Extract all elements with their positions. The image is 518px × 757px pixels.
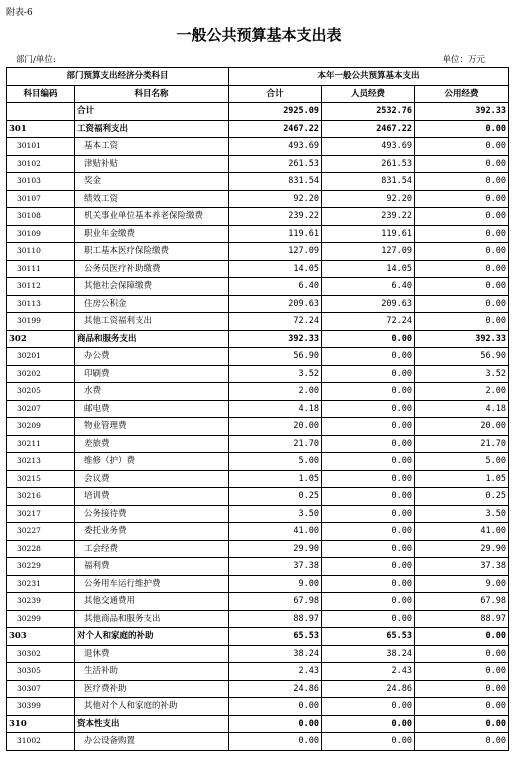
unit-label: 单位：万元 bbox=[442, 55, 485, 65]
row-code: 30216 bbox=[7, 488, 75, 506]
table-row bbox=[7, 715, 509, 733]
table-row bbox=[7, 488, 509, 506]
row-total: 92.20 bbox=[229, 190, 322, 208]
table-row bbox=[7, 138, 509, 156]
table-row bbox=[7, 593, 509, 611]
row-total: 1.05 bbox=[229, 470, 322, 488]
row-public: 0.00 bbox=[415, 138, 509, 156]
row-public: 0.00 bbox=[415, 260, 509, 278]
row-name: 奖金 bbox=[75, 173, 229, 191]
row-public: 20.00 bbox=[415, 418, 509, 436]
row-personnel: 14.05 bbox=[322, 260, 415, 278]
row-total: 4.18 bbox=[229, 400, 322, 418]
row-public: 392.33 bbox=[415, 103, 509, 121]
row-personnel: 239.22 bbox=[322, 208, 415, 226]
row-public: 9.00 bbox=[415, 575, 509, 593]
row-personnel: 0.00 bbox=[322, 418, 415, 436]
row-name: 印刷费 bbox=[75, 365, 229, 383]
row-public: 0.00 bbox=[415, 173, 509, 191]
row-personnel: 65.53 bbox=[322, 628, 415, 646]
row-name: 退休费 bbox=[75, 645, 229, 663]
row-personnel: 0.00 bbox=[322, 505, 415, 523]
table-row bbox=[7, 278, 509, 296]
row-name: 福利费 bbox=[75, 558, 229, 576]
row-public: 0.00 bbox=[415, 120, 509, 138]
row-name: 办公费 bbox=[75, 348, 229, 366]
table-row bbox=[7, 120, 509, 138]
row-personnel: 0.00 bbox=[322, 715, 415, 733]
column-header-code: 科目编码 bbox=[7, 85, 75, 103]
row-personnel: 0.00 bbox=[322, 610, 415, 628]
row-code: 30229 bbox=[7, 558, 75, 576]
row-name: 培训费 bbox=[75, 488, 229, 506]
row-name: 会议费 bbox=[75, 470, 229, 488]
row-public: 67.98 bbox=[415, 593, 509, 611]
row-total: 6.40 bbox=[229, 278, 322, 296]
row-total: 24.86 bbox=[229, 680, 322, 698]
row-name: 差旅费 bbox=[75, 435, 229, 453]
row-personnel: 92.20 bbox=[322, 190, 415, 208]
budget-table bbox=[6, 67, 509, 751]
row-total: 14.05 bbox=[229, 260, 322, 278]
row-code: 30209 bbox=[7, 418, 75, 436]
row-name: 住房公积金 bbox=[75, 295, 229, 313]
row-name: 其他对个人和家庭的补助 bbox=[75, 698, 229, 716]
table-row bbox=[7, 435, 509, 453]
row-total: 88.97 bbox=[229, 610, 322, 628]
row-personnel: 0.00 bbox=[322, 400, 415, 418]
row-code: 30207 bbox=[7, 400, 75, 418]
row-total: 20.00 bbox=[229, 418, 322, 436]
table-row bbox=[7, 663, 509, 681]
row-personnel: 119.61 bbox=[322, 225, 415, 243]
row-public: 0.25 bbox=[415, 488, 509, 506]
table-row bbox=[7, 313, 509, 331]
row-personnel: 24.86 bbox=[322, 680, 415, 698]
row-public: 3.52 bbox=[415, 365, 509, 383]
row-code: 30399 bbox=[7, 698, 75, 716]
row-personnel: 0.00 bbox=[322, 330, 415, 348]
table-row bbox=[7, 348, 509, 366]
row-public: 37.38 bbox=[415, 558, 509, 576]
row-name: 物业管理费 bbox=[75, 418, 229, 436]
row-name: 商品和服务支出 bbox=[75, 330, 229, 348]
row-public: 0.00 bbox=[415, 155, 509, 173]
row-code: 30201 bbox=[7, 348, 75, 366]
row-public: 0.00 bbox=[415, 313, 509, 331]
row-public: 0.00 bbox=[415, 715, 509, 733]
row-name: 公务用车运行维护费 bbox=[75, 575, 229, 593]
row-code: 30215 bbox=[7, 470, 75, 488]
row-public: 1.05 bbox=[415, 470, 509, 488]
group-header-expenditure: 本年一般公共预算基本支出 bbox=[229, 68, 509, 86]
row-total: 2.43 bbox=[229, 663, 322, 681]
table-row bbox=[7, 610, 509, 628]
row-public: 56.90 bbox=[415, 348, 509, 366]
row-personnel: 0.00 bbox=[322, 383, 415, 401]
row-personnel: 261.53 bbox=[322, 155, 415, 173]
row-public: 0.00 bbox=[415, 225, 509, 243]
row-total: 0.00 bbox=[229, 715, 322, 733]
row-personnel: 0.00 bbox=[322, 348, 415, 366]
row-total: 2.00 bbox=[229, 383, 322, 401]
row-code: 30111 bbox=[7, 260, 75, 278]
appendix-label: 附表-6 bbox=[6, 8, 33, 18]
table-row bbox=[7, 540, 509, 558]
row-name: 其他交通费用 bbox=[75, 593, 229, 611]
row-name: 基本工资 bbox=[75, 138, 229, 156]
row-personnel: 6.40 bbox=[322, 278, 415, 296]
table-row bbox=[7, 418, 509, 436]
row-personnel: 0.00 bbox=[322, 365, 415, 383]
row-total: 56.90 bbox=[229, 348, 322, 366]
row-personnel: 72.24 bbox=[322, 313, 415, 331]
column-header-personnel: 人员经费 bbox=[322, 85, 415, 103]
row-name: 委托业务费 bbox=[75, 523, 229, 541]
table-row bbox=[7, 260, 509, 278]
row-code: 30213 bbox=[7, 453, 75, 471]
row-public: 0.00 bbox=[415, 243, 509, 261]
row-public: 0.00 bbox=[415, 645, 509, 663]
row-personnel: 2.43 bbox=[322, 663, 415, 681]
row-total: 72.24 bbox=[229, 313, 322, 331]
row-public: 3.50 bbox=[415, 505, 509, 523]
row-total: 493.69 bbox=[229, 138, 322, 156]
row-total: 5.00 bbox=[229, 453, 322, 471]
row-personnel: 0.00 bbox=[322, 593, 415, 611]
page-title: 一般公共预算基本支出表 bbox=[176, 26, 342, 44]
row-public: 88.97 bbox=[415, 610, 509, 628]
table-row bbox=[7, 155, 509, 173]
row-personnel: 2467.22 bbox=[322, 120, 415, 138]
row-personnel: 0.00 bbox=[322, 733, 415, 751]
row-code: 30205 bbox=[7, 383, 75, 401]
row-name: 维修（护）费 bbox=[75, 453, 229, 471]
table-row bbox=[7, 383, 509, 401]
row-public: 0.00 bbox=[415, 208, 509, 226]
row-code: 30228 bbox=[7, 540, 75, 558]
row-public: 29.90 bbox=[415, 540, 509, 558]
row-public: 0.00 bbox=[415, 278, 509, 296]
row-total: 37.38 bbox=[229, 558, 322, 576]
row-total: 0.00 bbox=[229, 698, 322, 716]
row-name: 绩效工资 bbox=[75, 190, 229, 208]
row-code: 30211 bbox=[7, 435, 75, 453]
table-row bbox=[7, 575, 509, 593]
row-personnel: 0.00 bbox=[322, 540, 415, 558]
row-code: 30239 bbox=[7, 593, 75, 611]
row-personnel: 127.09 bbox=[322, 243, 415, 261]
table-row bbox=[7, 645, 509, 663]
row-personnel: 493.69 bbox=[322, 138, 415, 156]
row-personnel: 0.00 bbox=[322, 698, 415, 716]
row-code: 30199 bbox=[7, 313, 75, 331]
row-public: 0.00 bbox=[415, 698, 509, 716]
row-public: 4.18 bbox=[415, 400, 509, 418]
row-name: 其他社会保障缴费 bbox=[75, 278, 229, 296]
table-row bbox=[7, 698, 509, 716]
row-code: 30101 bbox=[7, 138, 75, 156]
row-total: 239.22 bbox=[229, 208, 322, 226]
row-personnel: 0.00 bbox=[322, 488, 415, 506]
row-total: 2467.22 bbox=[229, 120, 322, 138]
row-total: 392.33 bbox=[229, 330, 322, 348]
row-public: 0.00 bbox=[415, 733, 509, 751]
table-row bbox=[7, 225, 509, 243]
row-personnel: 0.00 bbox=[322, 453, 415, 471]
row-total: 0.00 bbox=[229, 733, 322, 751]
row-public: 5.00 bbox=[415, 453, 509, 471]
column-header-public: 公用经费 bbox=[415, 85, 509, 103]
row-total: 65.53 bbox=[229, 628, 322, 646]
column-header-total: 合计 bbox=[229, 85, 322, 103]
row-personnel: 0.00 bbox=[322, 558, 415, 576]
table-row bbox=[7, 523, 509, 541]
table-body bbox=[7, 103, 509, 751]
row-name: 职业年金缴费 bbox=[75, 225, 229, 243]
row-code: 31002 bbox=[7, 733, 75, 751]
row-code: 30305 bbox=[7, 663, 75, 681]
table-row bbox=[7, 190, 509, 208]
row-public: 0.00 bbox=[415, 628, 509, 646]
row-name: 水费 bbox=[75, 383, 229, 401]
group-header-classification: 部门预算支出经济分类科目 bbox=[7, 68, 229, 86]
row-code: 30112 bbox=[7, 278, 75, 296]
row-total: 67.98 bbox=[229, 593, 322, 611]
row-name: 其他商品和服务支出 bbox=[75, 610, 229, 628]
row-total: 127.09 bbox=[229, 243, 322, 261]
row-personnel: 0.00 bbox=[322, 575, 415, 593]
row-name: 工会经费 bbox=[75, 540, 229, 558]
row-code: 30103 bbox=[7, 173, 75, 191]
row-public: 2.00 bbox=[415, 383, 509, 401]
row-total: 2925.09 bbox=[229, 103, 322, 121]
row-total: 38.24 bbox=[229, 645, 322, 663]
table-row bbox=[7, 103, 509, 121]
department-label: 部门/单位: bbox=[16, 55, 56, 65]
row-code: 30202 bbox=[7, 365, 75, 383]
table-row bbox=[7, 330, 509, 348]
row-total: 9.00 bbox=[229, 575, 322, 593]
row-name: 津贴补贴 bbox=[75, 155, 229, 173]
row-public: 0.00 bbox=[415, 190, 509, 208]
table-row bbox=[7, 400, 509, 418]
row-public: 41.00 bbox=[415, 523, 509, 541]
table-row bbox=[7, 628, 509, 646]
row-personnel: 0.00 bbox=[322, 435, 415, 453]
row-name: 资本性支出 bbox=[75, 715, 229, 733]
row-total: 29.90 bbox=[229, 540, 322, 558]
table-row bbox=[7, 243, 509, 261]
row-personnel: 209.63 bbox=[322, 295, 415, 313]
table-row bbox=[7, 558, 509, 576]
row-public: 0.00 bbox=[415, 680, 509, 698]
table-row bbox=[7, 365, 509, 383]
table-row bbox=[7, 733, 509, 751]
row-total: 831.54 bbox=[229, 173, 322, 191]
row-name: 对个人和家庭的补助 bbox=[75, 628, 229, 646]
row-total: 209.63 bbox=[229, 295, 322, 313]
row-code: 30227 bbox=[7, 523, 75, 541]
row-total: 21.70 bbox=[229, 435, 322, 453]
row-code: 30231 bbox=[7, 575, 75, 593]
row-total: 119.61 bbox=[229, 225, 322, 243]
row-code: 301 bbox=[7, 120, 75, 138]
row-name: 医疗费补助 bbox=[75, 680, 229, 698]
row-personnel: 831.54 bbox=[322, 173, 415, 191]
row-name: 机关事业单位基本养老保险缴费 bbox=[75, 208, 229, 226]
row-name: 职工基本医疗保险缴费 bbox=[75, 243, 229, 261]
row-code: 30299 bbox=[7, 610, 75, 628]
row-total: 261.53 bbox=[229, 155, 322, 173]
row-code: 30102 bbox=[7, 155, 75, 173]
row-personnel: 2532.76 bbox=[322, 103, 415, 121]
row-public: 392.33 bbox=[415, 330, 509, 348]
row-code: 30110 bbox=[7, 243, 75, 261]
table-row bbox=[7, 453, 509, 471]
row-total: 3.52 bbox=[229, 365, 322, 383]
table-row bbox=[7, 208, 509, 226]
table-row bbox=[7, 173, 509, 191]
row-public: 0.00 bbox=[415, 295, 509, 313]
row-name: 公务员医疗补助缴费 bbox=[75, 260, 229, 278]
row-name: 合计 bbox=[75, 103, 229, 121]
row-name: 其他工资福利支出 bbox=[75, 313, 229, 331]
table-row bbox=[7, 505, 509, 523]
row-public: 21.70 bbox=[415, 435, 509, 453]
row-code: 30302 bbox=[7, 645, 75, 663]
column-header-name: 科目名称 bbox=[75, 85, 229, 103]
row-personnel: 0.00 bbox=[322, 523, 415, 541]
row-code: 310 bbox=[7, 715, 75, 733]
row-code: 30108 bbox=[7, 208, 75, 226]
row-total: 41.00 bbox=[229, 523, 322, 541]
row-total: 3.50 bbox=[229, 505, 322, 523]
row-name: 工资福利支出 bbox=[75, 120, 229, 138]
row-code: 30217 bbox=[7, 505, 75, 523]
row-code: 302 bbox=[7, 330, 75, 348]
row-code: 30107 bbox=[7, 190, 75, 208]
row-code: 30113 bbox=[7, 295, 75, 313]
row-name: 公务接待费 bbox=[75, 505, 229, 523]
row-code: 30109 bbox=[7, 225, 75, 243]
row-name: 生活补助 bbox=[75, 663, 229, 681]
table-row bbox=[7, 680, 509, 698]
row-personnel: 38.24 bbox=[322, 645, 415, 663]
table-row bbox=[7, 470, 509, 488]
row-code bbox=[7, 103, 75, 121]
row-name: 邮电费 bbox=[75, 400, 229, 418]
row-public: 0.00 bbox=[415, 663, 509, 681]
row-code: 30307 bbox=[7, 680, 75, 698]
row-total: 0.25 bbox=[229, 488, 322, 506]
table-row bbox=[7, 295, 509, 313]
row-name: 办公设备购置 bbox=[75, 733, 229, 751]
row-personnel: 0.00 bbox=[322, 470, 415, 488]
row-code: 303 bbox=[7, 628, 75, 646]
